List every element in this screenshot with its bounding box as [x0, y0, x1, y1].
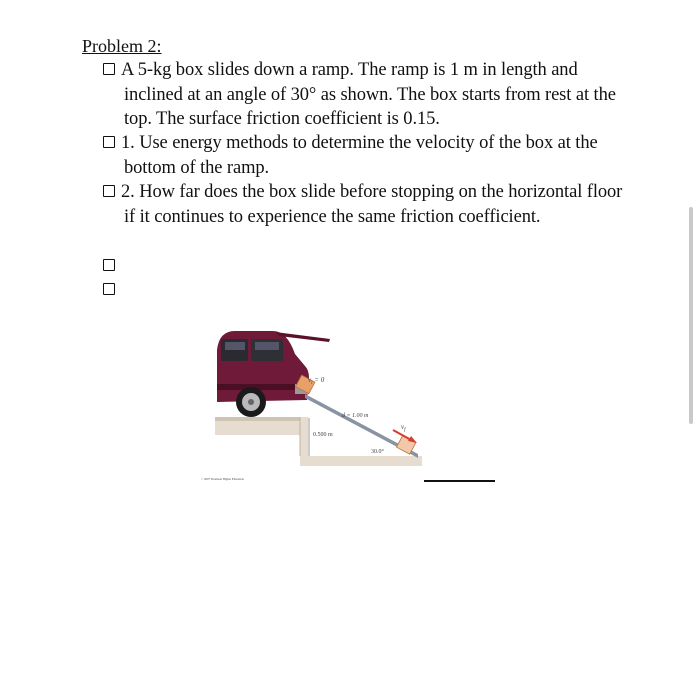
problem-title: Problem 2: — [82, 36, 162, 56]
checkbox-icon[interactable] — [103, 185, 115, 197]
scrollbar[interactable] — [689, 207, 693, 424]
ramp-figure — [195, 322, 495, 492]
problem-statement-text: A 5-kg box slides down a ramp. The ramp is 1 m in length and inclined at an angle of 30° as shown. The box starts from rest at the top. The surface friction coefficient is 0.15. — [121, 60, 616, 129]
empty-checkbox-icon[interactable] — [103, 283, 115, 295]
copyright-text: © 2007 Thomson Higher Education — [201, 477, 245, 481]
vi-label: $v_i = 0$ — [308, 376, 325, 386]
lower-floor — [300, 456, 422, 466]
answer-line — [424, 480, 495, 482]
upper-ground — [215, 421, 308, 435]
problem-statement — [103, 58, 634, 132]
empty-checkbox-icon[interactable] — [103, 259, 115, 271]
question-1-text: 1. Use energy methods to determine the velocity of the box at the bottom of the ramp. — [121, 133, 598, 178]
checkbox-icon[interactable] — [103, 136, 115, 148]
distance-label: d = 1.00 m — [342, 413, 369, 419]
question-2 — [103, 180, 634, 229]
height-label: 0.500 m — [313, 432, 333, 438]
van-illustration — [217, 331, 330, 417]
vf-label: $v_f$ — [401, 423, 406, 433]
checkbox-icon[interactable] — [103, 63, 115, 75]
question-1 — [103, 131, 634, 180]
question-2-text: 2. How far does the box slide before stopping on the horizontal floor if it continues to experience the same friction coefficient. — [121, 182, 623, 227]
upper-platform — [215, 417, 308, 421]
platform-wall — [300, 417, 308, 462]
angle-label: 30.0° — [371, 449, 384, 455]
